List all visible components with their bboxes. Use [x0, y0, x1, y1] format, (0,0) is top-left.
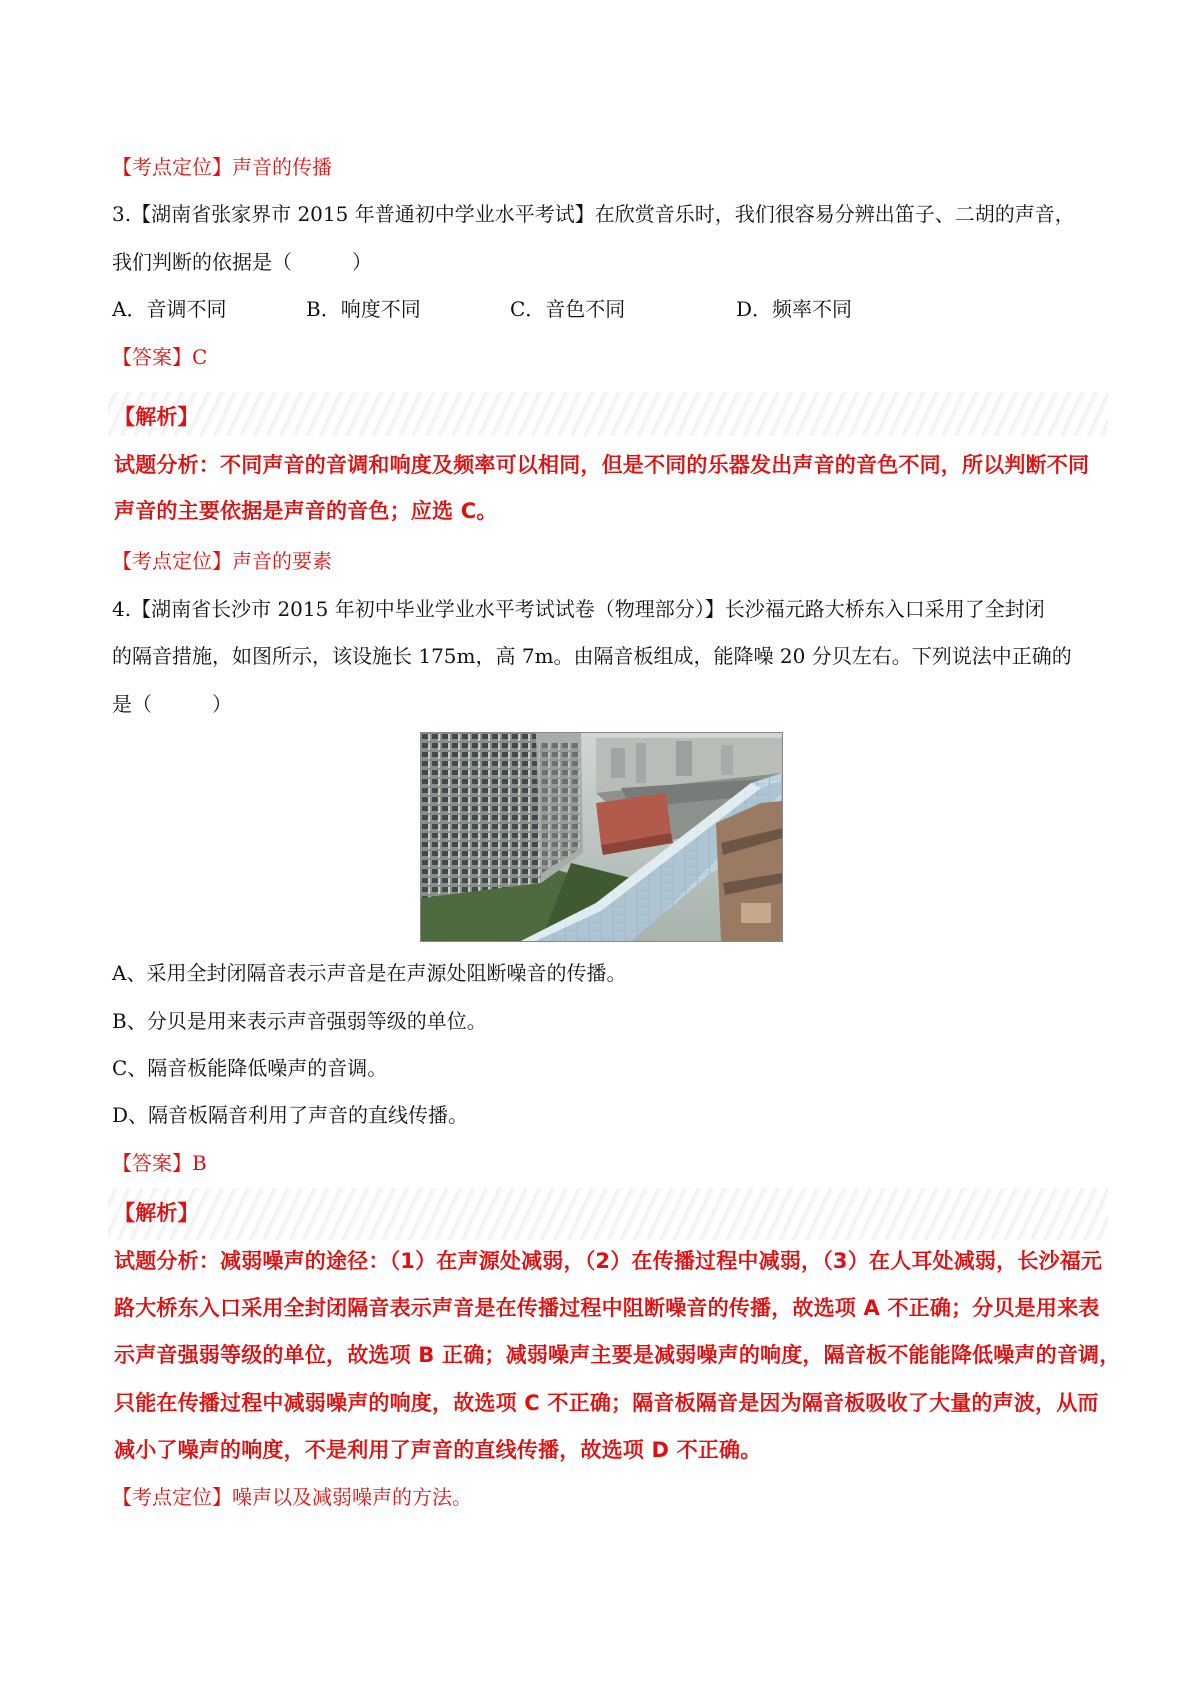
- q4-option-b: B、分贝是用来表示声音强弱等级的单位。: [112, 1009, 487, 1033]
- kaodian-sound-elements: 【考点定位】声音的要素: [112, 549, 332, 573]
- q3-analysis-line1: 试题分析：不同声音的音调和响度及频率可以相同，但是不同的乐器发出声音的音色不同，所以判断不同: [114, 453, 1090, 477]
- sound-barrier-photo: [420, 732, 783, 942]
- q4-analysis-line5: 减小了噪声的响度，不是利用了声音的直线传播，故选项 D 不正确。: [114, 1438, 762, 1462]
- q3-analysis-title: 【解析】: [114, 405, 199, 429]
- q4-analysis-line1: 试题分析：减弱噪声的途径：（1）在声源处减弱，（2）在传播过程中减弱，（3）在人耳处减弱，长沙福元: [114, 1249, 1103, 1273]
- q4-answer: 【答案】B: [112, 1151, 207, 1175]
- watermark-strip: [108, 1188, 1108, 1240]
- q3-option-b: B．响度不同: [306, 297, 421, 321]
- kaodian-noise-reduction: 【考点定位】噪声以及减弱噪声的方法。: [112, 1485, 472, 1509]
- question-3-stem-line1: 3.【湖南省张家界市 2015 年普通初中学业水平考试】在欣赏音乐时，我们很容易分辨出笛子、二胡的声音，: [112, 202, 1075, 226]
- q4-option-c: C、隔音板能降低噪声的音调。: [112, 1056, 388, 1080]
- q3-option-c: C．音色不同: [510, 297, 626, 321]
- q4-analysis-line4: 只能在传播过程中减弱噪声的响度，故选项 C 不正确；隔音板隔音是因为隔音板吸收了大量的声波，从而: [114, 1391, 1099, 1415]
- question-4-stem-line3: 是（ ）: [112, 692, 232, 716]
- question-4-stem-line1: 4.【湖南省长沙市 2015 年初中毕业学业水平考试试卷（物理部分）】长沙福元路大桥东入口采用了全封闭: [112, 597, 1045, 621]
- q4-option-d: D、隔音板隔音利用了声音的直线传播。: [112, 1103, 469, 1127]
- sound-barrier-photo-illustration: [421, 733, 782, 941]
- q3-option-d: D．频率不同: [736, 297, 853, 321]
- q4-analysis-line3: 示声音强弱等级的单位，故选项 B 正确；减弱噪声主要是减弱噪声的响度，隔音板不能能降低噪声的音调，: [114, 1343, 1121, 1367]
- watermark-strip: [108, 392, 1108, 436]
- question-3-stem-line2: 我们判断的依据是（ ）: [112, 250, 372, 274]
- q4-analysis-line2: 路大桥东入口采用全封闭隔音表示声音是在传播过程中阻断噪音的传播，故选项 A 不正确；分贝是用来表: [114, 1296, 1100, 1320]
- q3-analysis-line2: 声音的主要依据是声音的音色；应选 C。: [114, 499, 498, 523]
- q4-option-a: A、采用全封闭隔音表示声音是在声源处阻断噪音的传播。: [112, 961, 627, 985]
- kaodian-sound-propagation: 【考点定位】声音的传播: [112, 155, 332, 179]
- question-4-stem-line2: 的隔音措施，如图所示，该设施长 175m，高 7m。由隔音板组成，能降噪 20 分贝左右。下列说法中正确的: [112, 644, 1072, 668]
- q3-option-a: A．音调不同: [112, 297, 227, 321]
- q3-answer: 【答案】C: [112, 345, 208, 369]
- q4-analysis-title: 【解析】: [114, 1201, 199, 1225]
